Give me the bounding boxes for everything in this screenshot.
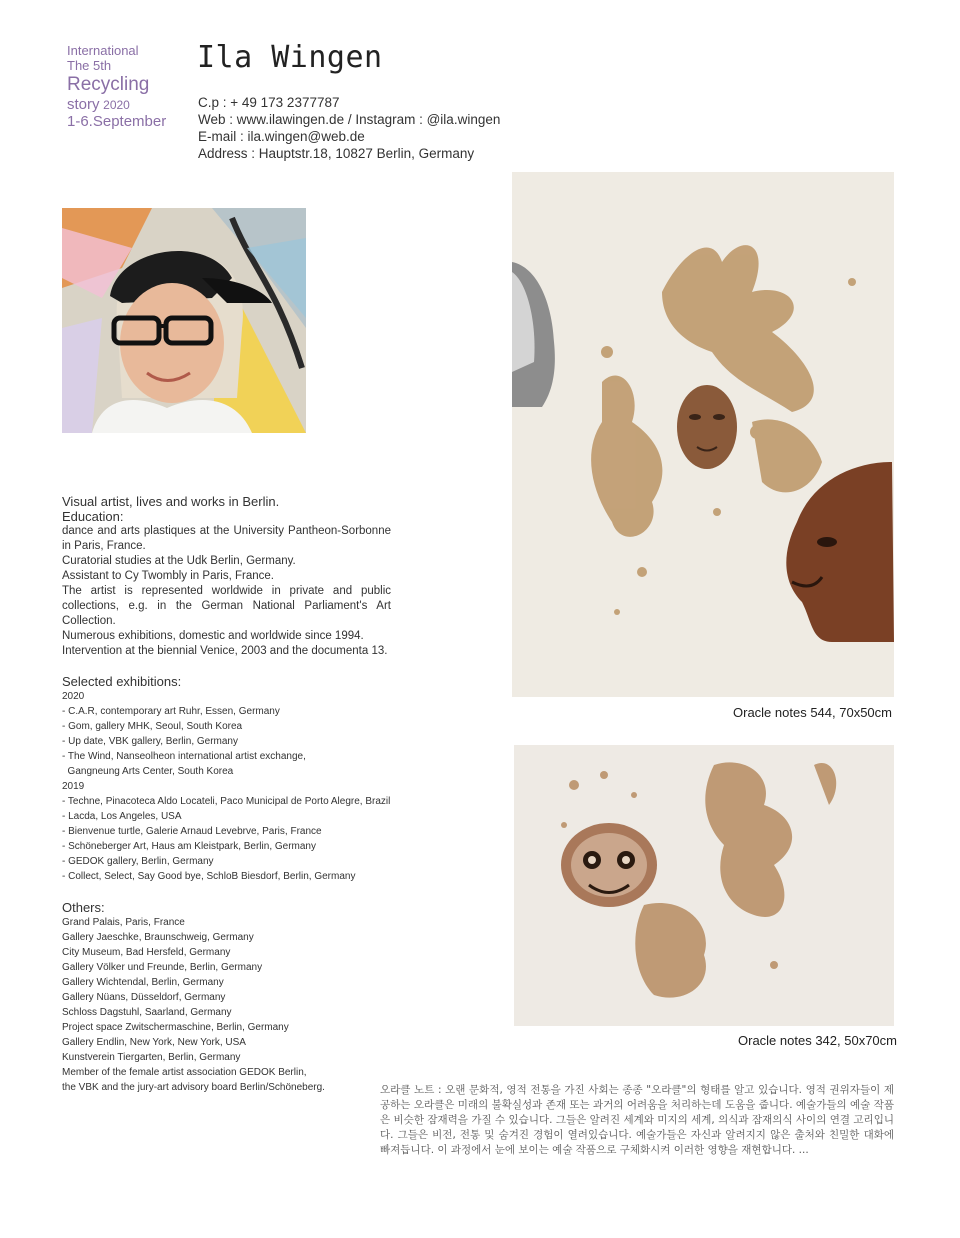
bio-line: The artist is represented worldwide in private and public collections, e.g. in the German National Parliament's Art Collection. xyxy=(62,585,391,627)
artist-name: Ila Wingen xyxy=(197,40,383,75)
event-line-recycling: Recycling xyxy=(67,73,150,95)
contact-email: E-mail : ila.wingen@web.de xyxy=(198,129,365,144)
list-item: - Collect, Select, Say Good bye, SchloB Biesdorf, Berlin, Germany xyxy=(62,871,356,882)
others-section xyxy=(62,900,402,1095)
artwork-image xyxy=(512,172,894,697)
list-item: - Bienvenue turtle, Galerie Arnaud Levebrve, Paris, France xyxy=(62,826,322,837)
list-item: - C.A.R, contemporary art Ruhr, Essen, Germany xyxy=(62,706,280,717)
list-item: - Gom, gallery MHK, Seoul, South Korea xyxy=(62,721,243,732)
exhibitions-title: Selected exhibitions: xyxy=(62,674,182,689)
list-item: Schloss Dagstuhl, Saarland, Germany xyxy=(62,1007,232,1018)
artwork-image xyxy=(514,745,894,1026)
list-item: Grand Palais, Paris, France xyxy=(62,917,185,928)
list-item: - Up date, VBK gallery, Berlin, Germany xyxy=(62,736,238,747)
contact-phone: C.p : + 49 173 2377787 xyxy=(198,95,340,110)
artwork-oracle-notes-342 xyxy=(514,745,894,1026)
list-item: the VBK and the jury-art advisory board Berlin/Schöneberg. xyxy=(62,1082,325,1093)
list-item: City Museum, Bad Hersfeld, Germany xyxy=(62,947,231,958)
others-list xyxy=(62,915,402,1095)
list-item: Gallery Völker und Freunde, Berlin, Germany xyxy=(62,962,263,973)
contact-address: Address : Hauptstr.18, 10827 Berlin, Germany xyxy=(198,146,475,161)
list-item: - GEDOK gallery, Berlin, Germany xyxy=(62,856,214,867)
bio-section xyxy=(62,494,391,659)
exhibitions-list xyxy=(62,689,402,884)
others-title: Others: xyxy=(62,900,105,915)
portrait-image xyxy=(62,208,306,433)
bio-line: Assistant to Cy Twombly in Paris, France. xyxy=(62,570,274,582)
artwork-oracle-notes-544 xyxy=(512,172,894,697)
list-item: - Lacda, Los Angeles, USA xyxy=(62,811,182,822)
artwork-caption: Oracle notes 544, 70x50cm xyxy=(733,705,892,720)
event-year: 2020 xyxy=(103,97,130,112)
list-item: - The Wind, Nanseolheon international artist exchange, xyxy=(62,751,306,762)
artwork-note: 오라클 노트 : 오랜 문화적, 영적 전통을 가진 사회는 종종 "오라클"의 형태를 알고 있습니다. 영적 권위자들이 제공하는 오라클은 미래의 불확실성과 존재 또는 과거의 어려움을 처리하는데 도움을 줍니다. 예술가들의 예술 작품은 비슷한 잠재력을 가질 수 있습니다. 그들은 알려진 세계와 미지의 세계, 의식과 잠재의식 사이의 연결 고리입니다. 그들은 비전, 전통 및 숨겨진 경험이 열려있습니다. 예술가들은 자신과 알려지지 않은 출처와 친밀한 대화에 빠져듭니다. 이 과정에서 눈에 보이는 예술 작품으로 구체화시켜 이러한 영향을 재현합니다. ... xyxy=(380,1084,894,1156)
bio-lead: Visual artist, lives and works in Berlin. xyxy=(62,494,280,509)
bio-line: dance and arts plastiques at the University Pantheon-Sorbonne in Paris, France. xyxy=(62,525,391,552)
event-line-story xyxy=(67,96,166,113)
event-line-edition: The 5th xyxy=(67,57,112,73)
bio-line: Numerous exhibitions, domestic and worldwide since 1994. xyxy=(62,630,364,642)
list-item: Gallery Nüans, Düsseldorf, Germany xyxy=(62,992,226,1003)
education-title: Education: xyxy=(62,509,124,524)
bio-line: Intervention at the biennial Venice, 2003 and the documenta 13. xyxy=(62,645,388,657)
list-item: 2020 xyxy=(62,691,85,702)
artist-portrait xyxy=(62,208,306,433)
artwork-caption: Oracle notes 342, 50x70cm xyxy=(738,1033,897,1048)
event-story-word: story xyxy=(67,95,100,113)
list-item: 2019 xyxy=(62,781,85,792)
list-item: Project space Zwitschermaschine, Berlin, Germany xyxy=(62,1022,289,1033)
event-label xyxy=(67,44,166,130)
list-item: Kunstverein Tiergarten, Berlin, Germany xyxy=(62,1052,241,1063)
event-line-international: International xyxy=(67,43,139,58)
contact-web: Web : www.ilawingen.de / Instagram : @ila.wingen xyxy=(198,112,501,127)
contact-block xyxy=(198,94,500,162)
event-dates: 1-6.September xyxy=(67,112,167,130)
bio-line: Curatorial studies at the Udk Berlin, Germany. xyxy=(62,555,296,567)
list-item: - Schöneberger Art, Haus am Kleistpark, Berlin, Germany xyxy=(62,841,316,852)
list-item: Member of the female artist association GEDOK Berlin, xyxy=(62,1067,307,1078)
exhibitions-section xyxy=(62,674,402,884)
list-item: - Techne, Pinacoteca Aldo Locateli, Paco Municipal de Porto Alegre, Brazil xyxy=(62,796,391,807)
list-item: Gallery Jaeschke, Braunschweig, Germany xyxy=(62,932,254,943)
list-item: Gallery Wichtendal, Berlin, Germany xyxy=(62,977,224,988)
list-item: Gangneung Arts Center, South Korea xyxy=(62,766,234,777)
list-item: Gallery Endlin, New York, New York, USA xyxy=(62,1037,246,1048)
